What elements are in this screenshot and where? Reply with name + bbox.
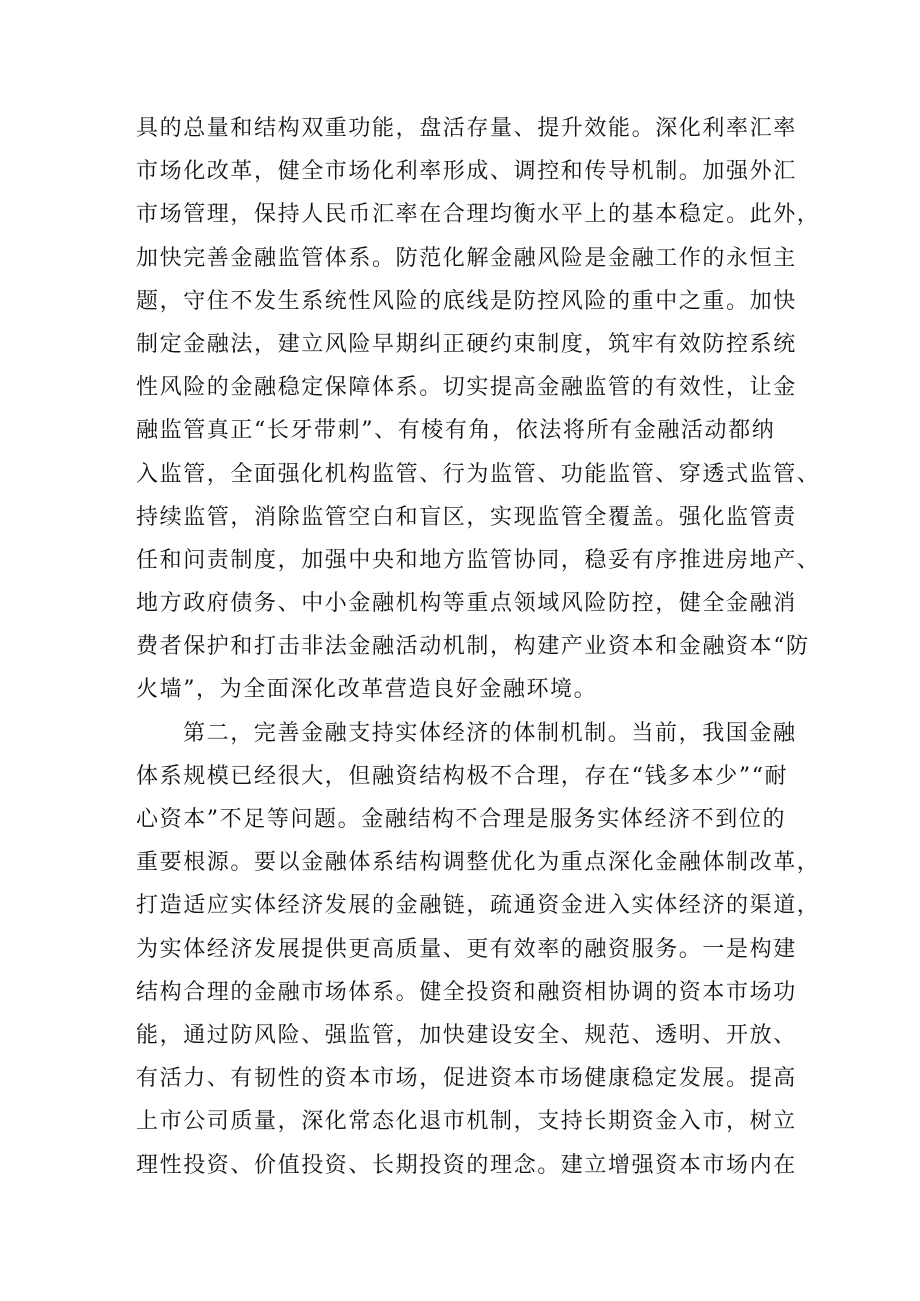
text-line: 加快完善金融监管体系。防范化解金融风险是金融工作的永恒主	[136, 245, 797, 271]
text-line: 有活力、有韧性的资本市场，促进资本市场健康稳定发展。提高	[136, 1066, 797, 1092]
text-line: 打造适应实体经济发展的金融链，疏通资金进入实体经济的渠道，	[136, 893, 821, 919]
text-line: 持续监管，消除监管空白和盲区，实现监管全覆盖。强化监管责	[136, 504, 797, 530]
text-line: 制定金融法，建立风险早期纠正硬约束制度，筑牢有效防控系统	[136, 331, 797, 357]
text-line: 题，守住不发生系统性风险的底线是防控风险的重中之重。加快	[136, 288, 797, 314]
text-line: 融监管真正“长牙带刺”、有棱有角，依法将所有金融活动都纳	[136, 418, 776, 444]
text-line: 性风险的金融稳定保障体系。切实提高金融监管的有效性，让金	[136, 375, 797, 401]
text-line: 上市公司质量，深化常态化退市机制，支持长期资金入市，树立	[136, 1109, 797, 1135]
text-line: 结构合理的金融市场体系。健全投资和融资相协调的资本市场功	[136, 979, 797, 1005]
text-line: 体系规模已经很大，但融资结构极不合理，存在“钱多本少”“耐	[136, 763, 789, 789]
body-text	[136, 107, 821, 1187]
text-line: 市场管理，保持人民币汇率在合理均衡水平上的基本稳定。此外，	[136, 202, 821, 228]
text-line: 入监管，全面强化机构监管、行为监管、功能监管、穿透式监管、	[136, 461, 821, 487]
text-line: 火墙”，为全面深化改革营造良好金融环境。	[136, 677, 598, 703]
text-line: 理性投资、价值投资、长期投资的理念。建立增强资本市场内在	[136, 1152, 797, 1178]
text-line: 为实体经济发展提供更高质量、更有效率的融资服务。一是构建	[136, 936, 797, 962]
text-line: 心资本”不足等问题。金融结构不合理是服务实体经济不到位的	[136, 807, 787, 832]
text-line: 具的总量和结构双重功能，盘活存量、提升效能。深化利率汇率	[136, 116, 797, 141]
text-line: 费者保护和打击非法金融活动机制，构建产业资本和金融资本“防	[136, 634, 810, 660]
paragraph-start-line: 第二，完善金融支持实体经济的体制机制。当前，我国金融	[183, 720, 797, 746]
text-line: 能，通过防风险、强监管，加快建设安全、规范、透明、开放、	[136, 1022, 797, 1048]
text-line: 地方政府债务、中小金融机构等重点领域风险防控，健全金融消	[136, 591, 797, 617]
text-line: 市场化改革，健全市场化利率形成、调控和传导机制。加强外汇	[136, 159, 797, 185]
text-line: 重要根源。要以金融体系结构调整优化为重点深化金融体制改革，	[136, 850, 821, 876]
text-line: 任和问责制度，加强中央和地方监管协同，稳妥有序推进房地产、	[136, 547, 821, 573]
